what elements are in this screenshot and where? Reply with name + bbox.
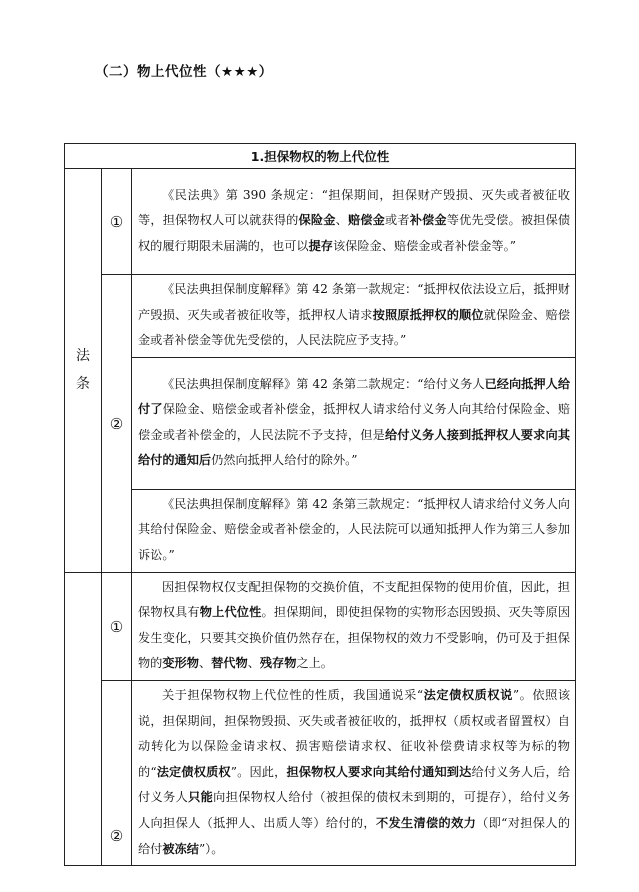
circled-number: ②	[109, 414, 124, 433]
explanation-paragraph-2: 关于担保物权物上代位性的性质，我国通说采“法定债权质权说”。依照该说，担保期间，担保物毁损、灭失或者被征收的，抵押权（质权或者留置权）自动转化为以保险金请求权、损害赔偿请求权、征收补偿费请求权等为标的物的“法定债权质权”。因此，担保物权人要求向其给付通知到达给付义务人后，给付义务人只能向担保物权人给付（被担保的债权未到期的，可提存），给付义务人向担保人（抵押人、出质人等）给付的，不发生清偿的效力（即“对担保人的给付被冻结”）。	[132, 680, 576, 865]
law-article-390: 《民法典》第 390 条规定：“担保期间，担保财产毁损、灭失或者被征收等，担保物权人可以就获得的保险金、赔偿金或者补偿金等优先受偿。被担保债权的履行期限未届满的，也可以提存该保险金、赔偿金或者补偿金等。”	[132, 169, 576, 275]
circled-number: ①	[109, 617, 124, 636]
category-label: 法条	[76, 348, 90, 393]
table-row	[65, 275, 576, 358]
row-number-cell	[102, 680, 132, 865]
category-cell-explanation	[65, 572, 102, 866]
law-article-42-clause-2: 《民法典担保制度解释》第 42 条第二款规定：“给付义务人已经向抵押人给付了保险金、赔偿金或者补偿金，抵押权人请求给付义务人向其给付保险金、赔偿金或者补偿金的，人民法院不予支持，但是给付义务人接到抵押权人要求向其给付的通知后仍然向抵押人给付的除外。”	[132, 357, 576, 489]
section-heading: （二）物上代位性（★★★）	[95, 64, 273, 80]
circled-number: ②	[109, 827, 124, 846]
table-title: 1.担保物权的物上代位性	[65, 144, 576, 169]
table-row	[65, 169, 576, 275]
row-number-cell	[102, 169, 132, 275]
circled-number: ①	[109, 213, 124, 231]
law-article-42-clause-1: 《民法典担保制度解释》第 42 条第一款规定：“抵押权依法设立后，抵押财产毁损、灭失或者被征收等，抵押权人请求按照原抵押权的顺位就保险金、赔偿金或者补偿金等优先受偿的，人民法院应予支持。”	[132, 275, 576, 358]
category-cell-law	[65, 169, 102, 573]
doc-table	[64, 143, 576, 866]
table-row	[65, 680, 576, 865]
row-number-cell	[102, 572, 132, 680]
explanation-paragraph-1: 因担保物权仅支配担保物的交换价值，不支配担保物的使用价值，因此，担保物权具有物上代位性。担保期间，即使担保物的实物形态因毁损、灭失等原因发生变化，只要其交换价值仍然存在，担保物权的效力不受影响，仍可及于担保物的变形物、替代物、残存物之上。	[132, 572, 576, 680]
table-row	[65, 572, 576, 680]
row-number-cell	[102, 275, 132, 573]
table-row	[65, 489, 576, 572]
law-article-42-clause-3: 《民法典担保制度解释》第 42 条第三款规定：“抵押权人请求给付义务人向其给付保险金、赔偿金或者补偿金的，人民法院可以通知抵押人作为第三人参加诉讼。”	[132, 489, 576, 572]
table-row	[65, 357, 576, 489]
table-header-row	[65, 144, 576, 169]
